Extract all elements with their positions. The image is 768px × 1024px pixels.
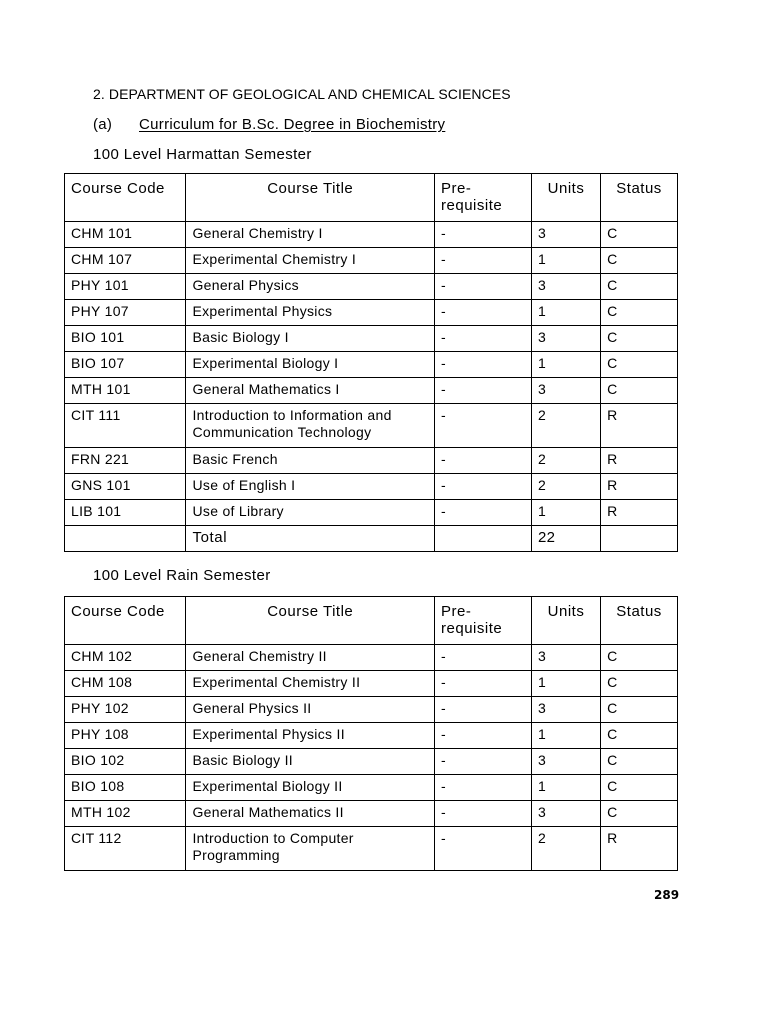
course-code-cell: CHM 107 [65,248,186,274]
units-cell: 1 [531,300,600,326]
table-row [65,404,678,448]
rain-course-table [64,596,678,871]
units-cell: 1 [531,500,600,526]
table-row [65,378,678,404]
column-header-units: Units [531,597,600,645]
status-cell: C [601,645,678,671]
course-title-cell: General Mathematics II [186,801,435,827]
status-cell: C [601,671,678,697]
course-code-cell: PHY 101 [65,274,186,300]
units-cell: 3 [531,274,600,300]
prerequisite-cell: - [435,404,532,448]
course-title-cell: General Physics II [186,697,435,723]
total-empty-cell [435,526,532,552]
units-cell: 3 [531,326,600,352]
column-header-prerequisite: Pre- requisite [435,174,532,222]
subheading-label: (a) [93,116,113,133]
prerequisite-cell: - [435,723,532,749]
course-code-cell: FRN 221 [65,448,186,474]
course-code-cell: PHY 102 [65,697,186,723]
units-cell: 1 [531,248,600,274]
status-cell: C [601,749,678,775]
prerequisite-cell: - [435,326,532,352]
units-cell: 3 [531,645,600,671]
harmattan-course-table [64,173,678,552]
units-cell: 1 [531,352,600,378]
units-cell: 3 [531,222,600,248]
column-header-status: Status [601,597,678,645]
prerequisite-cell: - [435,697,532,723]
course-code-cell: CIT 111 [65,404,186,448]
status-cell: R [601,474,678,500]
status-cell: R [601,448,678,474]
page-number: 289 [654,888,680,902]
prerequisite-cell: - [435,671,532,697]
prerequisite-cell: - [435,827,532,871]
units-cell: 3 [531,801,600,827]
table-header-row [65,597,678,645]
course-title-cell: Experimental Chemistry I [186,248,435,274]
course-code-cell: MTH 102 [65,801,186,827]
table-row [65,827,678,871]
table-row [65,723,678,749]
status-cell: C [601,801,678,827]
course-code-cell: CHM 108 [65,671,186,697]
table-row [65,474,678,500]
curriculum-subheading [93,116,445,133]
status-cell: C [601,222,678,248]
total-row [65,526,678,552]
prerequisite-cell: - [435,248,532,274]
table-row [65,300,678,326]
status-cell: C [601,248,678,274]
table-row [65,500,678,526]
prerequisite-cell: - [435,645,532,671]
course-title-cell: Experimental Biology II [186,775,435,801]
total-label: Total [186,526,435,552]
course-code-cell: PHY 107 [65,300,186,326]
course-title-cell: General Chemistry I [186,222,435,248]
prerequisite-cell: - [435,378,532,404]
course-code-cell: CHM 101 [65,222,186,248]
table-row [65,697,678,723]
table-row [65,248,678,274]
rain-semester-title: 100 Level Rain Semester [93,567,271,584]
prerequisite-cell: - [435,300,532,326]
status-cell: C [601,723,678,749]
column-header-course-title: Course Title [186,597,435,645]
rain-table-body [65,645,678,871]
status-cell: C [601,697,678,723]
table-header-row [65,174,678,222]
table-row [65,326,678,352]
department-heading: 2. DEPARTMENT OF GEOLOGICAL AND CHEMICAL SCIENCES [93,86,511,102]
course-code-cell: CIT 112 [65,827,186,871]
units-cell: 1 [531,723,600,749]
course-title-cell: Experimental Biology I [186,352,435,378]
prerequisite-cell: - [435,222,532,248]
table-row [65,749,678,775]
table-row [65,274,678,300]
course-title-cell: Basic Biology I [186,326,435,352]
units-cell: 1 [531,671,600,697]
status-cell: C [601,352,678,378]
total-empty-cell [601,526,678,552]
column-header-course-title: Course Title [186,174,435,222]
course-code-cell: BIO 101 [65,326,186,352]
table-row [65,801,678,827]
units-cell: 1 [531,775,600,801]
course-code-cell: LIB 101 [65,500,186,526]
status-cell: R [601,827,678,871]
prerequisite-cell: - [435,801,532,827]
prerequisite-cell: - [435,352,532,378]
course-title-cell: Use of English I [186,474,435,500]
status-cell: C [601,326,678,352]
course-code-cell: BIO 107 [65,352,186,378]
column-header-course-code: Course Code [65,174,186,222]
course-title-cell: General Mathematics I [186,378,435,404]
prerequisite-cell: - [435,500,532,526]
prerequisite-cell: - [435,448,532,474]
course-title-cell: Experimental Physics [186,300,435,326]
course-title-cell: Introduction to Computer Programming [186,827,435,871]
course-title-cell: Experimental Physics II [186,723,435,749]
table-row [65,352,678,378]
harmattan-semester-title: 100 Level Harmattan Semester [93,146,312,163]
course-title-cell: Experimental Chemistry II [186,671,435,697]
units-cell: 3 [531,697,600,723]
course-code-cell: GNS 101 [65,474,186,500]
column-header-prerequisite: Pre- requisite [435,597,532,645]
total-empty-cell [65,526,186,552]
column-header-status: Status [601,174,678,222]
units-cell: 3 [531,378,600,404]
table-row [65,222,678,248]
course-title-cell: General Physics [186,274,435,300]
status-cell: C [601,300,678,326]
harmattan-table-body [65,222,678,526]
units-cell: 2 [531,404,600,448]
course-title-cell: General Chemistry II [186,645,435,671]
total-units: 22 [531,526,600,552]
table-row [65,671,678,697]
table-row [65,775,678,801]
prerequisite-cell: - [435,474,532,500]
course-code-cell: BIO 108 [65,775,186,801]
course-code-cell: PHY 108 [65,723,186,749]
course-code-cell: CHM 102 [65,645,186,671]
course-title-cell: Introduction to Information and Communication Technology [186,404,435,448]
status-cell: C [601,274,678,300]
units-cell: 3 [531,749,600,775]
curriculum-title: Curriculum for B.Sc. Degree in Biochemistry [139,116,446,133]
units-cell: 2 [531,474,600,500]
table-row [65,448,678,474]
course-code-cell: BIO 102 [65,749,186,775]
units-cell: 2 [531,448,600,474]
course-title-cell: Basic Biology II [186,749,435,775]
prerequisite-cell: - [435,274,532,300]
table-row [65,645,678,671]
units-cell: 2 [531,827,600,871]
prerequisite-cell: - [435,749,532,775]
status-cell: R [601,500,678,526]
status-cell: R [601,404,678,448]
status-cell: C [601,378,678,404]
status-cell: C [601,775,678,801]
course-title-cell: Basic French [186,448,435,474]
course-title-cell: Use of Library [186,500,435,526]
column-header-units: Units [531,174,600,222]
prerequisite-cell: - [435,775,532,801]
column-header-course-code: Course Code [65,597,186,645]
course-code-cell: MTH 101 [65,378,186,404]
